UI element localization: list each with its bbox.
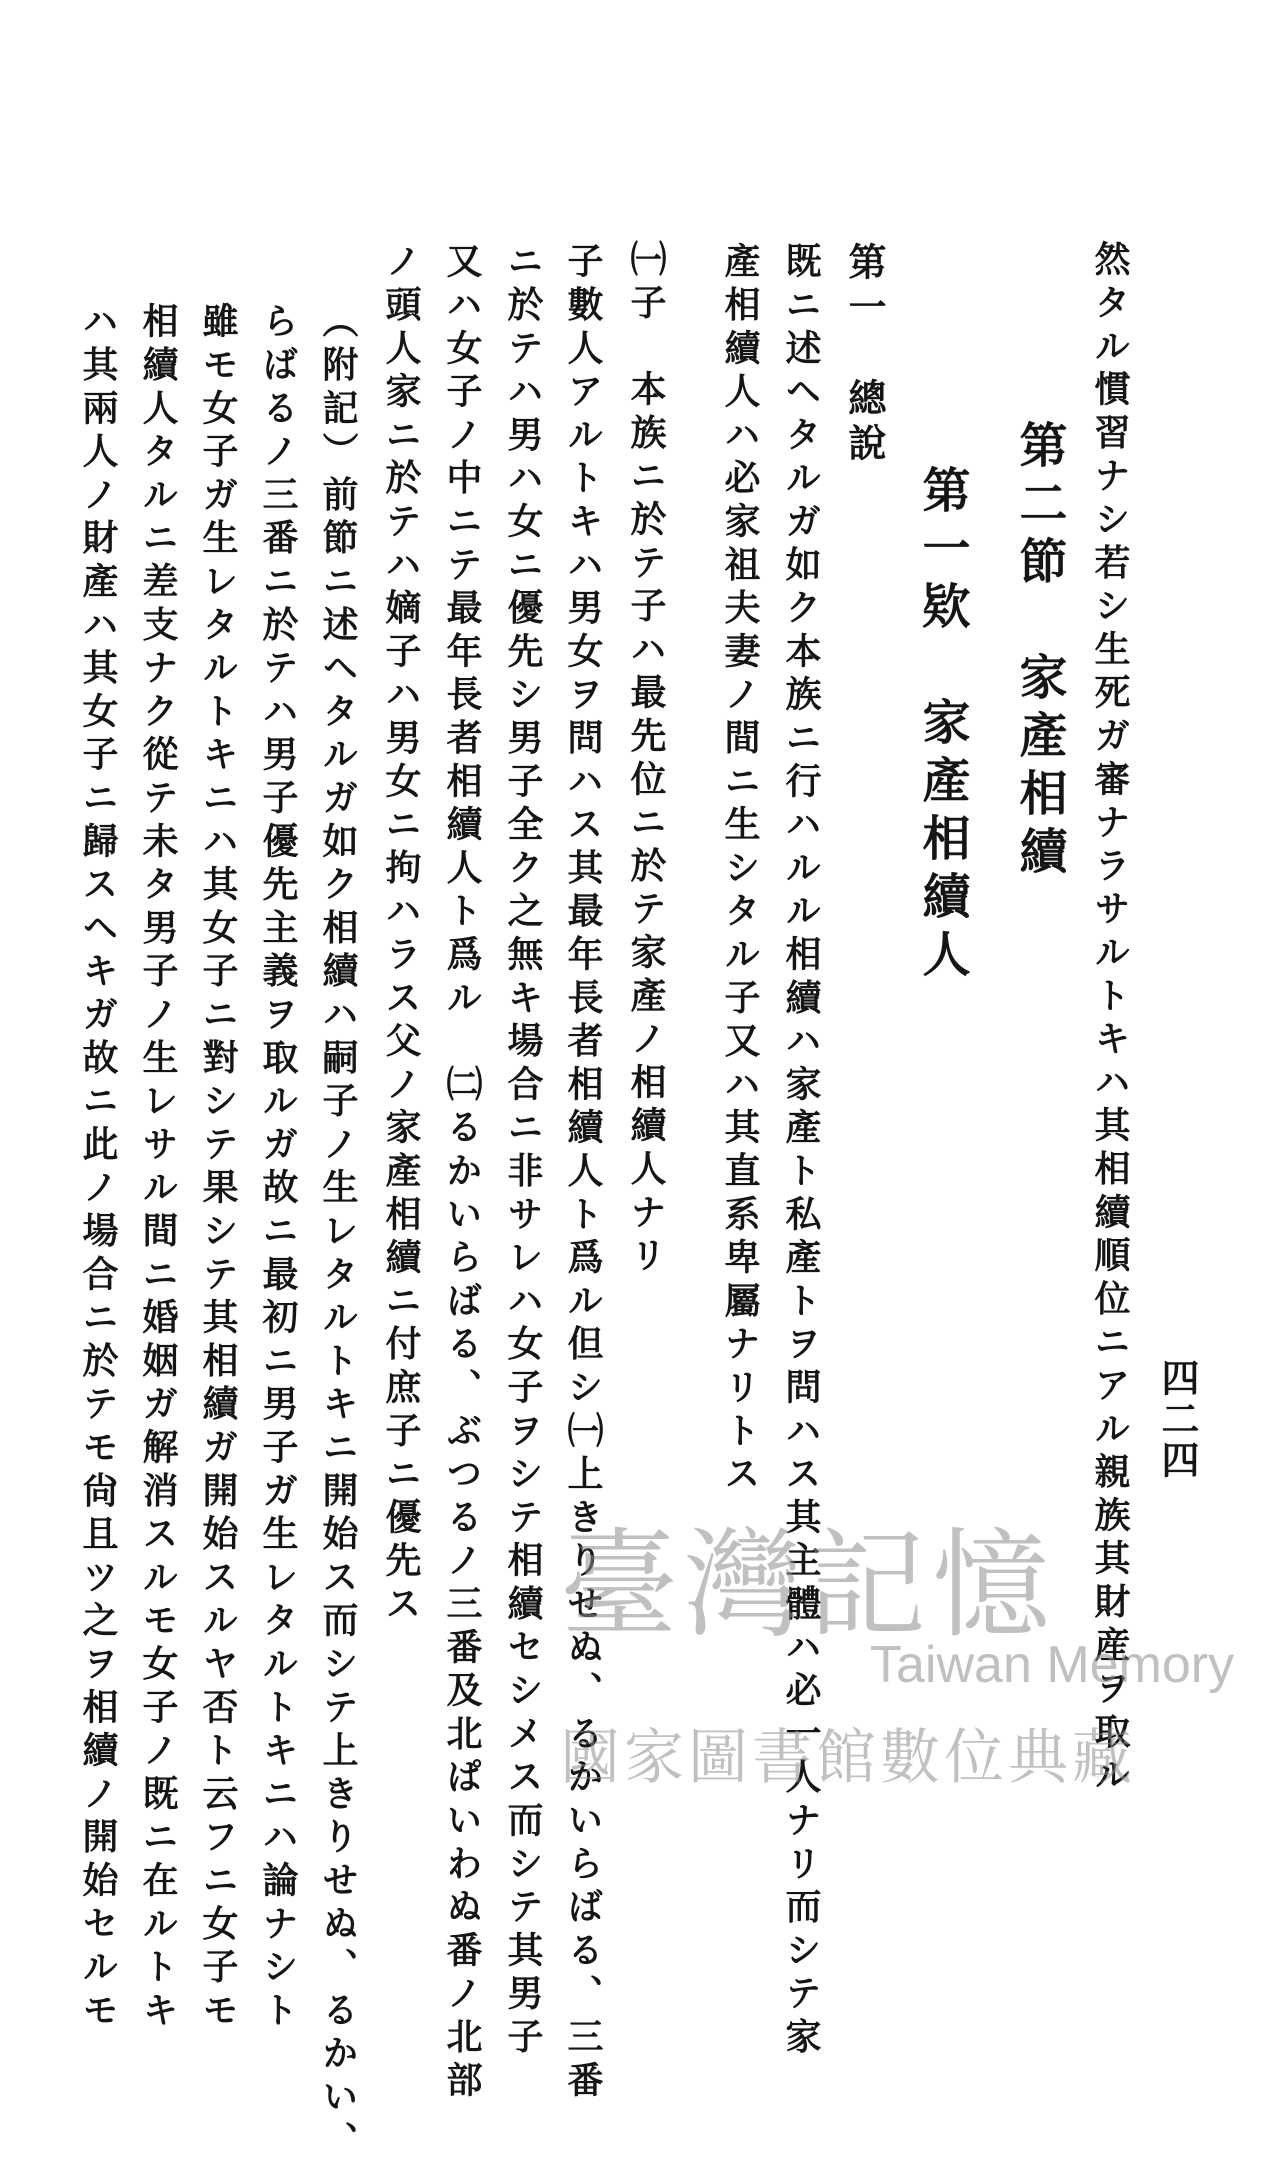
page-number: 四二四: [1155, 1358, 1200, 1481]
topic-heading: 第一 總說: [842, 242, 887, 469]
text-column-11: ノ頭人家ニ於テハ嫡子ハ男女ニ拘ハラス父ノ家產相續ニ付庶子ニ優先ス: [380, 242, 422, 1628]
note-column-16: ハ其兩人ノ財產ハ其女子ニ歸スヘキガ故ニ此ノ場合ニ於テモ尙且ツ之ヲ相續ノ開始セルモ: [77, 302, 119, 2034]
note-column-14: 雖モ女子ガ生レタルトキニハ其女子ニ對シテ果シテ其相續ガ開始スルヤ否ト云フニ女子モ: [197, 302, 239, 2034]
subsection-heading: 第一欵 家產相續人: [914, 465, 970, 987]
note-column-12: （附記）前節ニ述ヘタルガ如ク相續ハ嗣子ノ生レタルトキニ開始ス而シテ上きりせぬ、るかい、: [317, 302, 359, 2164]
text-column-8: 子數人アルトキハ男女ヲ問ハス其最年長者相續人ト爲ル但シ㈠上きりせぬ、るかいらばる、三番: [562, 242, 604, 2104]
text-column-9: ニ於テハ男ハ女ニ優先シ男子全ク之無キ場合ニ非サレハ女子ヲシテ相續セシメス而シテ其男子: [502, 242, 544, 2061]
watermark-subtitle: 國家圖書館數位典藏: [560, 1723, 1136, 1793]
watermark-english: Taiwan Memory: [870, 1636, 1235, 1694]
text-column-6: 產相續人ハ必家祖夫妻ノ間ニ生シタル子又ハ其直系卑屬ナリトス: [719, 242, 761, 1498]
section-heading: 第二節 家產相續: [1011, 420, 1067, 884]
text-column-7: ㈠子 本族ニ於テ子ハ最先位ニ於テ家產ノ相續人ナリ: [625, 240, 667, 1280]
note-column-13: らばるノ三番ニ於テハ男子優先主義ヲ取ルガ故ニ最初ニ男子ガ生レタルトキニハ論ナシト: [257, 302, 299, 2034]
library-watermark: [560, 1490, 1235, 1820]
text-column-1: 然タル慣習ナシ若シ生死ガ審ナラサルトキハ其相續順位ニアル親族其財産ヲ取ル: [1089, 240, 1131, 1799]
watermark-title: 臺灣記憶: [560, 1516, 1057, 1654]
text-column-10: 又ハ女子ノ中ニテ最年長者相續人ト爲ル ㈡るかいらばる、ぶつるノ三番及北ぱいわぬ番ノ北部: [441, 242, 483, 2104]
text-column-5: 既ニ述ヘタルガ如ク本族ニ行ハルル相續ハ家產ト私產トヲ問ハス其主體ハ必一人ナリ而シテ家: [780, 242, 822, 2061]
note-column-15: 相續人タルニ差支ナク從テ未タ男子ノ生レサル間ニ婚姻ガ解消スルモ女子ノ既ニ在ルトキ: [137, 302, 179, 2034]
